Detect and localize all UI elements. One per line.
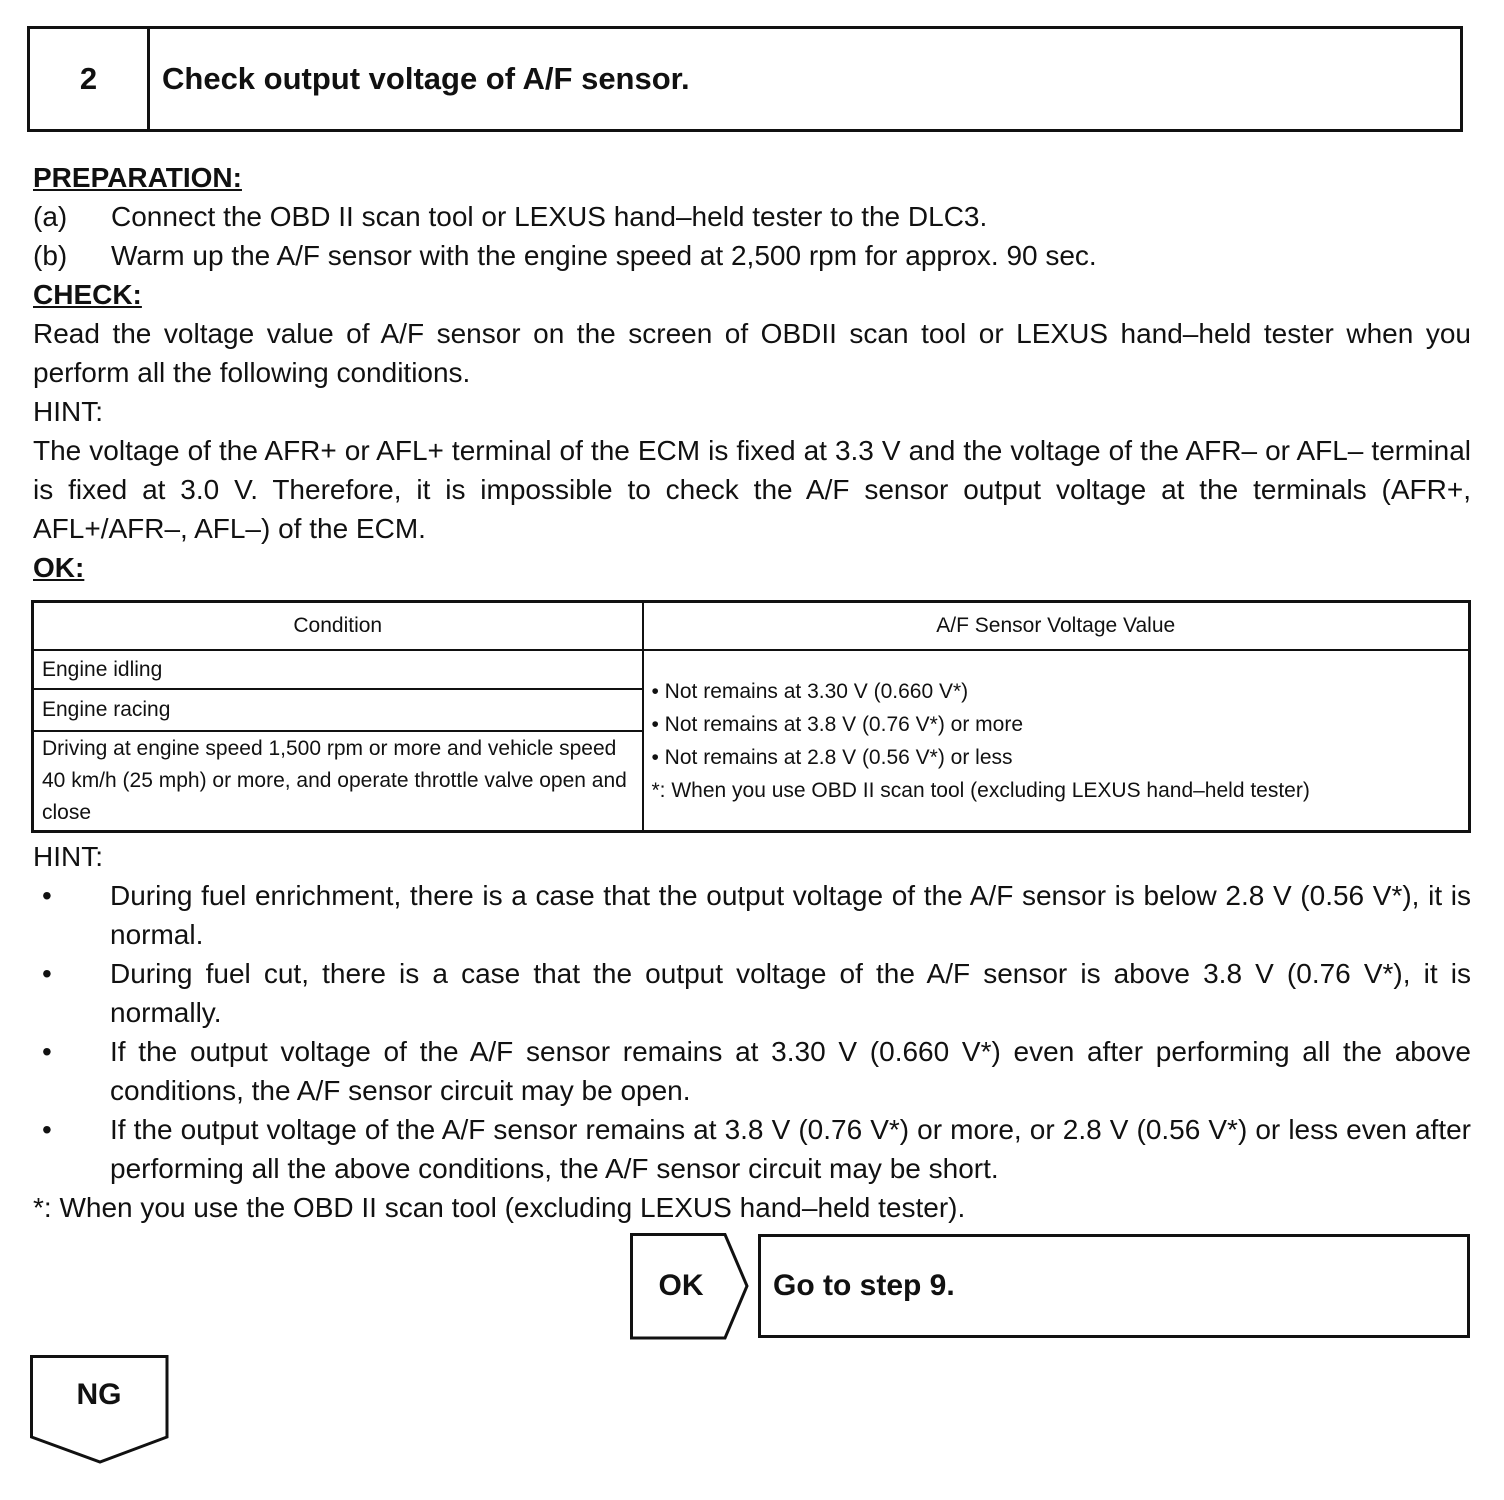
bullet-icon: •	[42, 1114, 52, 1145]
hint-bullet-text: If the output voltage of the A/F sensor remains at 3.30 V (0.660 V*) even after performing all the above conditions, the A/F sensor circuit may be open.	[110, 1036, 1471, 1106]
voltage-value-cell	[643, 650, 1470, 832]
bullet-icon: •	[42, 958, 52, 989]
voltage-value-line: • Not remains at 3.30 V (0.660 V*)	[651, 679, 969, 703]
step-number: 2	[30, 29, 150, 129]
condition-cell: Engine idling	[33, 650, 643, 689]
voltage-value-line: • Not remains at 3.8 V (0.76 V*) or more	[651, 712, 1023, 736]
preparation-item	[33, 197, 1471, 236]
hint-heading: HINT:	[33, 396, 103, 427]
ng-branch-label: NG	[76, 1378, 122, 1411]
ok-heading: OK:	[33, 552, 85, 583]
table-header-voltage: A/F Sensor Voltage Value	[643, 602, 1470, 651]
table-row	[33, 650, 1470, 689]
list-item	[33, 1032, 1471, 1110]
ok-branch-label: OK	[658, 1269, 704, 1302]
hint-bullet-text: During fuel cut, there is a case that the output voltage of the A/F sensor is above 3.8 V (0.76 V*), it is normally.	[110, 958, 1471, 1028]
preparation-heading: PREPARATION:	[33, 162, 242, 193]
preparation-item-label: (b)	[33, 240, 68, 271]
step-header	[27, 26, 1463, 132]
voltage-value-footnote: *: When you use OBD II scan tool (excluding LEXUS hand–held tester)	[651, 778, 1310, 802]
bullet-icon: •	[42, 1036, 52, 1067]
hint-bullet-text: If the output voltage of the A/F sensor remains at 3.8 V (0.76 V*) or more, or 2.8 V (0.56 V*) or less even after performing all the above conditions, the A/F sensor circuit may be short.	[110, 1114, 1471, 1184]
voltage-value-line: • Not remains at 2.8 V (0.56 V*) or less	[651, 745, 1013, 769]
hint-heading: HINT:	[33, 841, 103, 872]
ok-conditions-table	[31, 600, 1471, 833]
procedure-content	[33, 158, 1471, 587]
list-item	[33, 954, 1471, 1032]
hint-bullet-text: During fuel enrichment, there is a case that the output voltage of the A/F sensor is below 2.8 V (0.56 V*), it is normal.	[110, 880, 1471, 950]
preparation-item-label: (a)	[33, 201, 68, 232]
check-heading: CHECK:	[33, 279, 142, 310]
ok-branch-action: Go to step 9.	[758, 1234, 1470, 1338]
hint-section	[33, 837, 1471, 1227]
table-header-condition: Condition	[33, 602, 643, 651]
condition-cell: Driving at engine speed 1,500 rpm or more and vehicle speed 40 km/h (25 mph) or more, and operate throttle valve open and close	[33, 731, 643, 832]
table-header-row	[33, 602, 1470, 651]
step-title: Check output voltage of A/F sensor.	[162, 61, 690, 96]
condition-cell: Engine racing	[33, 689, 643, 731]
hint-footnote: *: When you use the OBD II scan tool (excluding LEXUS hand–held tester).	[33, 1192, 966, 1223]
list-item	[33, 1110, 1471, 1188]
preparation-item-text: Warm up the A/F sensor with the engine speed at 2,500 rpm for approx. 90 sec.	[111, 240, 1097, 271]
hint-text: The voltage of the AFR+ or AFL+ terminal of the ECM is fixed at 3.3 V and the voltage of the AFR– or AFL– terminal is fixed at 3.0 V. Therefore, it is impossible to check the A/F sensor output voltage at the terminals (AFR+, AFL+/AFR–, AFL–) of the ECM.	[33, 435, 1471, 544]
list-item	[33, 876, 1471, 954]
check-text: Read the voltage value of A/F sensor on the screen of OBDII scan tool or LEXUS hand–held tester when you perform all the following conditions.	[33, 318, 1471, 388]
preparation-item-text: Connect the OBD II scan tool or LEXUS hand–held tester to the DLC3.	[111, 201, 988, 232]
bullet-icon: •	[42, 880, 52, 911]
preparation-item	[33, 236, 1471, 275]
